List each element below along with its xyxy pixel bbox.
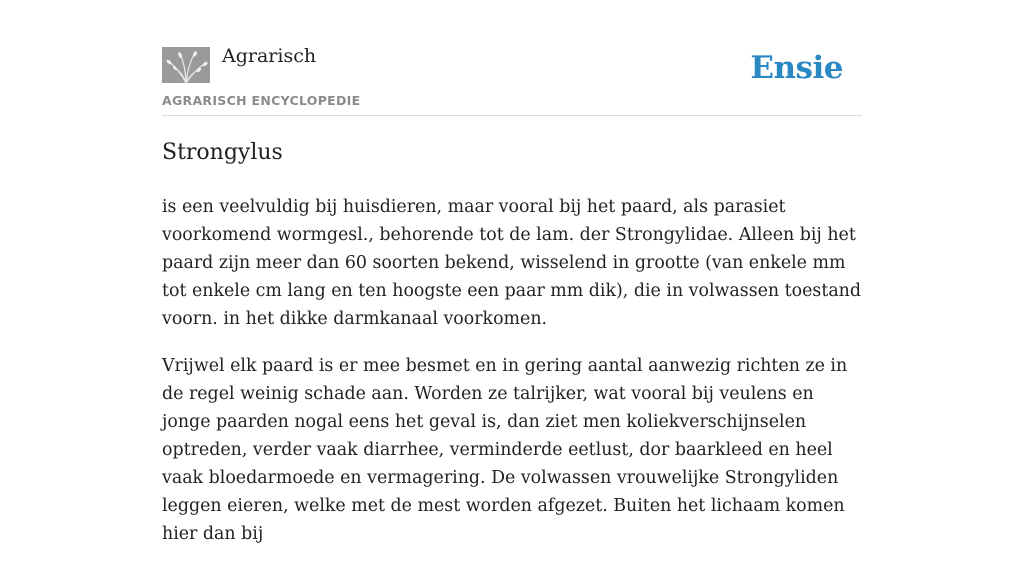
- article-paragraph: Vrijwel elk paard is er mee besmet en in gering aantal aanwezig richten ze in de regel weinig schade aan. Worden ze talrijker, wat vooral bij veulens en jonge paarden nogal eens het geval is, dan ziet men koliekverschijnselen optreden, verder vaak diarrhee, verminderde eetlust, dor baarkleed en heel vaak bloedarmoede en vermagering. De volwassen vrouwelijke Strongyliden leggen eieren, welke met de mest worden afgezet. Buiten het lichaam komen hier dan bij: [162, 356, 848, 544]
- page-title: Strongylus: [162, 140, 283, 165]
- wheat-icon[interactable]: [162, 47, 210, 83]
- brand-logo[interactable]: Ensie: [750, 50, 843, 86]
- content-column: [162, 0, 862, 544]
- publication-header: [162, 0, 862, 116]
- publication-name[interactable]: Agrarisch: [222, 45, 317, 67]
- article-paragraph: is een veelvuldig bij huisdieren, maar vooral bij het paard, als parasiet voorkomend wormgesl., behorende tot de lam. der Strongylidae. Alleen bij het paard zijn meer dan 60 soorten bekend, wisselend in grootte (van enkele mm tot enkele cm lang en ten hoogste een paar mm dik), die in volwassen toestand voorn. in het dikke darmkanaal voorkomen.: [162, 197, 862, 329]
- publication-subtitle: AGRARISCH ENCYCLOPEDIE: [162, 93, 361, 108]
- article-body: [162, 193, 862, 567]
